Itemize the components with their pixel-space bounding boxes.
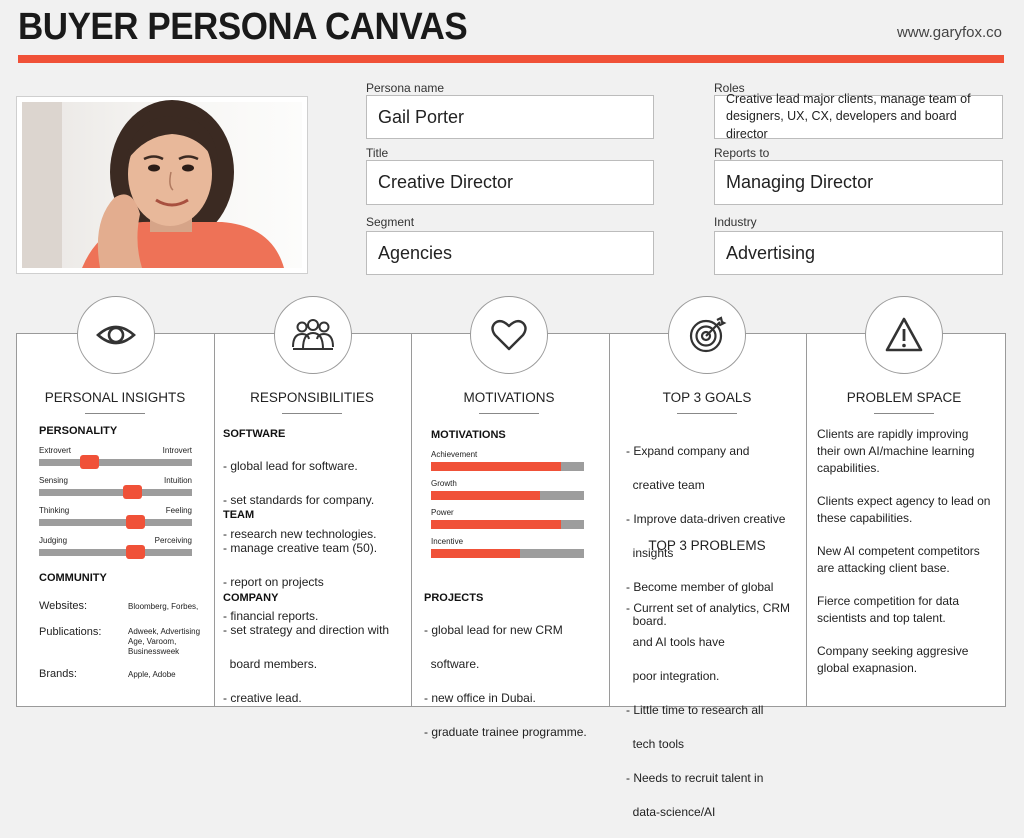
slider-right-label: Intuition (163, 476, 192, 485)
company-list (223, 605, 389, 724)
motivations-subheading: MOTIVATIONS (431, 429, 506, 441)
list-item: Clients expect agency to lead on these capabilities. (817, 494, 991, 525)
persona-name-field[interactable]: Gail Porter (366, 95, 654, 139)
list-item: - global lead for new CRM (424, 623, 563, 637)
personal-insights-heading: PERSONAL INSIGHTS (44, 390, 186, 405)
list-item: - report on projects (223, 575, 324, 589)
target-icon (686, 314, 728, 356)
motivations-badge (470, 296, 548, 374)
list-item: Company seeking aggresive global exapnasion. (817, 644, 969, 675)
industry-label: Industry (714, 215, 757, 229)
motivation-label: Achievement (431, 450, 478, 459)
list-item: - Expand company and (626, 444, 750, 458)
list-item: - manage creative team (50). (223, 541, 378, 555)
heading-underline (85, 413, 145, 414)
persona-photo (16, 96, 308, 274)
motivation-bar-fill (431, 520, 561, 529)
segment-label: Segment (366, 215, 415, 229)
personality-slider-track[interactable] (39, 519, 192, 526)
motivation-bar-fill (431, 491, 540, 500)
responsibilities-heading: RESPONSIBILITIES (250, 390, 374, 405)
personality-slider-track[interactable] (39, 459, 192, 466)
reports-to-label: Reports to (714, 146, 770, 160)
projects-list (424, 605, 587, 758)
websites-value: Bloomberg, Forbes, (128, 602, 199, 611)
brands-value: Apple, Adobe (128, 670, 176, 679)
column-divider (214, 334, 215, 706)
brands-label: Brands: (39, 668, 77, 680)
personality-slider-handle[interactable] (126, 515, 145, 529)
goals-badge (668, 296, 746, 374)
list-item: - creative lead. (223, 691, 302, 705)
slider-right-label: Perceiving (154, 536, 192, 545)
goals-heading: TOP 3 GOALS (662, 390, 752, 405)
column-divider (806, 334, 807, 706)
list-item: Fierce competition for data scientists and top talent. (817, 594, 960, 625)
software-heading: SOFTWARE (223, 428, 286, 440)
motivation-bar-track (431, 549, 584, 558)
slider-left-label: Thinking (39, 506, 70, 515)
persona-name-label: Persona name (366, 81, 445, 95)
motivation-label: Incentive (431, 537, 464, 546)
heading-underline (677, 413, 737, 414)
list-item: board. (626, 614, 667, 628)
websites-label: Websites: (39, 600, 88, 612)
problem-space-badge (865, 296, 943, 374)
motivation-bar-track (431, 491, 584, 500)
personal-insights-badge (77, 296, 155, 374)
list-item: creative team (626, 478, 705, 492)
list-item: tech tools (626, 737, 685, 751)
list-item: insights (626, 546, 674, 560)
community-heading: COMMUNITY (39, 572, 107, 584)
personality-slider-handle[interactable] (80, 455, 99, 469)
list-item: software. (424, 657, 480, 671)
personality-slider-track[interactable] (39, 549, 192, 556)
list-item: poor integration. (626, 669, 720, 683)
motivation-bar-track (431, 520, 584, 529)
accent-bar (18, 55, 1004, 63)
motivations-heading: MOTIVATIONS (463, 390, 555, 405)
slider-right-label: Feeling (165, 506, 192, 515)
publications-label: Publications: (39, 626, 102, 638)
list-item: - Become member of global (626, 580, 774, 594)
title-label: Title (366, 146, 389, 160)
list-item: - Improve data-driven creative (626, 512, 786, 526)
title-field[interactable]: Creative Director (366, 160, 654, 205)
list-item: and AI tools have (626, 635, 725, 649)
roles-field[interactable]: Creative lead major clients, manage team of designers, UX, CX, developers and board director (714, 95, 1003, 139)
heading-underline (874, 413, 934, 414)
list-item: board members. (223, 657, 318, 671)
list-item: Clients are rapidly improving their own AI/machine learning capabilities. (817, 427, 975, 475)
team-heading: TEAM (223, 509, 255, 521)
personality-heading: PERSONALITY (39, 425, 118, 437)
motivation-label: Growth (431, 479, 457, 488)
slider-left-label: Sensing (39, 476, 68, 485)
personality-slider-track[interactable] (39, 489, 192, 496)
industry-field[interactable]: Advertising (714, 231, 1003, 275)
page-title: BUYER PERSONA CANVAS (18, 6, 468, 48)
list-item: - Little time to research all (626, 703, 764, 717)
heart-icon (489, 315, 529, 355)
segment-field[interactable]: Agencies (366, 231, 654, 275)
list-item: - research new technologies. (223, 527, 377, 541)
website-link[interactable]: www.garyfox.co (896, 24, 1002, 41)
problem-space-list (817, 426, 995, 677)
list-item: - financial reports. (223, 609, 319, 623)
list-item: - set standards for company. (223, 493, 375, 507)
list-item: New AI competent competitors are attacking client base. (817, 544, 980, 575)
motivation-bar-fill (431, 462, 561, 471)
list-item: - Needs to recruit talent in (626, 771, 764, 785)
problems-heading: TOP 3 PROBLEMS (648, 538, 766, 553)
personality-slider-handle[interactable] (123, 485, 142, 499)
personality-slider-handle[interactable] (126, 545, 145, 559)
list-item: - global lead for software. (223, 459, 358, 473)
persona-portrait-icon (22, 102, 302, 268)
column-divider (609, 334, 610, 706)
publications-value: Adweek, Advertising Age, Varoom, Businessweek (128, 627, 201, 656)
team-icon (290, 315, 336, 355)
reports-to-field[interactable]: Managing Director (714, 160, 1003, 205)
roles-label: Roles (714, 81, 745, 95)
column-divider (411, 334, 412, 706)
list-item: data-science/AI (626, 805, 716, 819)
slider-left-label: Judging (39, 536, 68, 545)
slider-left-label: Extrovert (39, 446, 72, 455)
heading-underline (479, 413, 539, 414)
heading-underline (282, 413, 342, 414)
eye-icon (94, 313, 138, 357)
problem-space-heading: PROBLEM SPACE (846, 390, 962, 405)
warning-icon (883, 314, 925, 356)
responsibilities-badge (274, 296, 352, 374)
motivation-bar-fill (431, 549, 520, 558)
list-item: - Current set of analytics, CRM (626, 601, 791, 615)
motivation-label: Power (431, 508, 454, 517)
list-item: - graduate trainee programme. (424, 725, 587, 739)
motivation-bar-track (431, 462, 584, 471)
company-heading: COMPANY (223, 592, 279, 604)
list-item: - set strategy and direction with (223, 623, 390, 637)
problems-list (626, 583, 790, 838)
projects-heading: PROJECTS (424, 592, 484, 604)
slider-right-label: Introvert (162, 446, 192, 455)
list-item: - new office in Dubai. (424, 691, 536, 705)
